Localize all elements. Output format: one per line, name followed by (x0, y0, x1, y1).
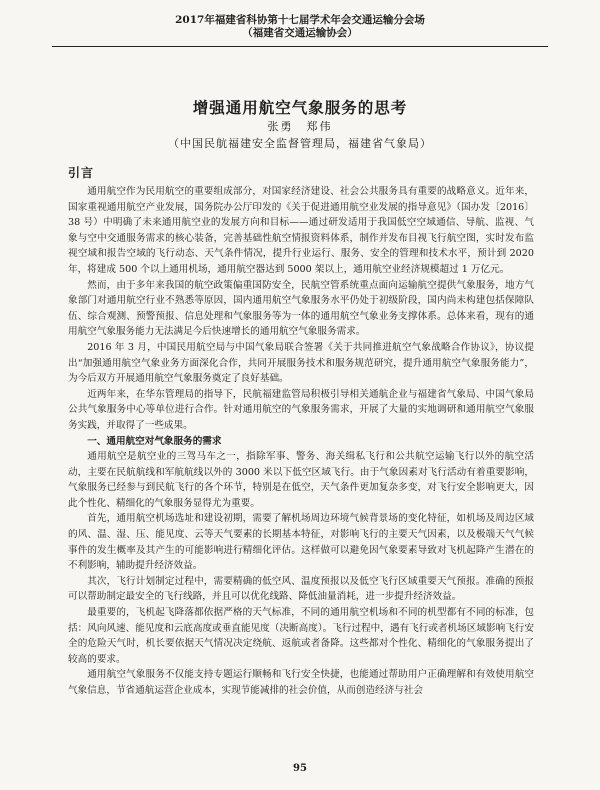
page-number: 95 (293, 763, 307, 774)
running-header (0, 14, 600, 40)
paper-title: 增强通用航空气象服务的思考 (192, 98, 408, 117)
paragraph: 然而，由于多年来我国的航空政策偏重国防安全，民航空管系统重点面向运输航空提供气象服务，地方气象部门对通用航空行业不熟悉等原因，国内通用航空气象服务水平仍处于初级阶段，国内尚未构建包括保障队伍、综合观测、预警预报、信息处理和气象服务等为一体的通用航空气象业务支撑体系。总体来看，现有的通用航空气象服务能力无法满足今后快速增长的通用航空气象服务需求。 (68, 279, 534, 338)
paragraph: 近两年来，在华东管理局的指导下，民航福建监管局积极引导相关通航企业与福建省气象局、中国气象局公共气象服务中心等单位进行合作。针对通用航空的气象服务需求，开展了大量的实地调研和通用航空气象服务实践，并取得了一些成果。 (68, 388, 534, 431)
organizer-name: （福建省交通运输协会） (242, 27, 358, 39)
paper-authors: 张勇 郑伟 (267, 120, 333, 133)
sub-heading: 一、通用航空对气象服务的需求 (87, 435, 222, 447)
section-heading-intro: 引言 (68, 166, 95, 180)
paper-affiliation: （中国民航福建安全监督管理局，福建省气象局） (168, 137, 432, 150)
header-divider (52, 46, 548, 47)
paragraph: 首先，通用航空机场选址和建设初期，需要了解机场周边环境气候背景场的变化特征，如机场及周边区域的风、温、湿、压、能见度、云等天气要素的长期基本特征，对影响飞行的主要天气因素，以及极端天气气候事件的发生概率及其产生的可能影响进行精细化评估。这样做可以避免因气象要素导致对飞机起降产生潜在的不利影响，辅助提升经济效益。 (68, 513, 534, 572)
conference-name: 2017年福建省科协第十七届学术年会交通运输分会场 (175, 14, 425, 26)
paragraph: 其次，飞行计划制定过程中，需要精确的低空风、温度预报以及低空飞行区域重要天气预报。准确的预报可以帮助制定最安全的飞行线路，并且可以优化线路、降低油量消耗，进一步提升经济效益。 (68, 575, 534, 603)
body-text (68, 184, 534, 699)
paragraph: 最重要的，飞机起飞降落都依据严格的天气标准，不同的通用航空机场和不同的机型都有不同的标准，包括：风向风速、能见度和云底高度或垂直能见度（决断高度）。飞行过程中，遇有飞行或者机场区域影响飞行安全的危险天气时，机长要依据天气情况决定绕航、返航或者备降。这些都对个性化、精细化的气象服务提出了较高的要求。 (68, 607, 534, 665)
paragraph: 通用航空气象服务不仅能支持专题运行顺畅和飞行安全快捷，也能通过帮助用户正确理解和有效使用航空气象信息，节省通航运营企业成本，实现节能减排的社会价值，从而创造经济与社会 (68, 669, 534, 696)
paragraph: 通用航空是航空业的三驾马车之一，指除军事、警务、海关缉私飞行和公共航空运输飞行以外的航空活动，主要在民航航线和军航航线以外的 3000 米以下低空区域飞行。由于气象因素对飞行活动有着重要影响，气象服务已经参与到民航飞行的各个环节，特别是在低空，天气条件更加复杂多变，对飞行安全影响更大，因此个性化、精细化的气象服务显得尤为重要。 (68, 451, 534, 509)
paragraph: 2016 年 3 月，中国民用航空局与中国气象局联合签署《关于共同推进航空气象战略合作协议》，协议提出“加强通用航空气象业务方面深化合作，共同开展服务技术和服务规范研究，提升通用航空气象服务能力”，为今后双方开展通用航空气象服务奠定了良好基础。 (68, 341, 534, 385)
paragraph: 通用航空作为民用航空的重要组成部分，对国家经济建设、社会公共服务具有重要的战略意义。近年来，国家重视通用航空产业发展，国务院办公厅印发的《关于促进通用航空业发展的指导意见》（国办发〔2016〕38 号）中明确了未来通用航空业的发展方向和目标——通过研发适用于我国低空空域通信、导航、监视、气象与空中交通服务需求的核心装备，完善基础性航空情报资料体系，制作并发布目视飞行航空图，实时发布监视空域和报告空域的飞行动态、天气条件情况，提升行业运行、服务、安全的管理和技术水平，预计到 2020 年，将建成 500 个以上通用机场，通用航空器达到 5000 架以上，通用航空业经济规模超过 1 万亿元。 (68, 186, 534, 275)
